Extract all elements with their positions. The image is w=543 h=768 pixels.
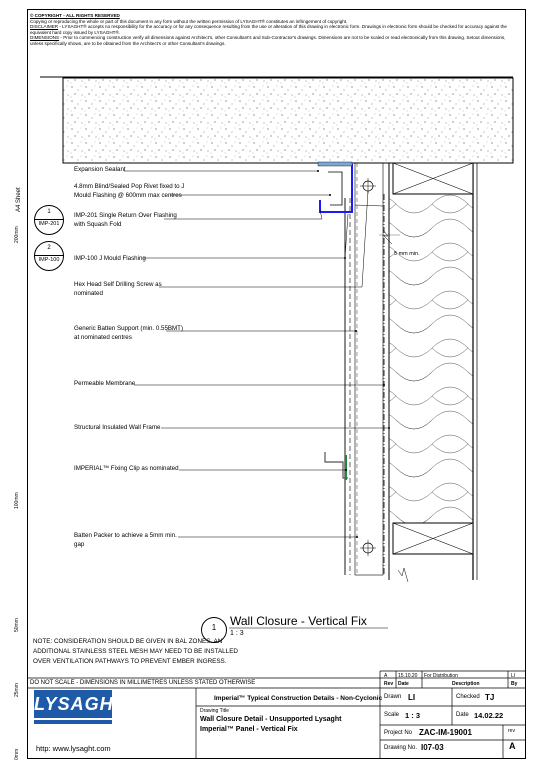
do-not-scale: DO NOT SCALE - DIMENSIONS IN MILLIMETRES UNLESS STATED OTHERWISE	[30, 680, 256, 686]
ref1-number: 1	[35, 206, 63, 220]
rev-row-desc: For Distribution	[424, 673, 458, 679]
ruler-25: 25mm	[14, 683, 20, 697]
ref-circle-imp100[interactable]	[34, 241, 64, 271]
label-imp100: IMP-100 J Mould Flashing	[74, 255, 146, 262]
sheet-size-label: A4 Sheet	[16, 187, 22, 212]
detail-scale: 1 : 3	[230, 630, 244, 637]
label-packer-line2: gap	[74, 541, 85, 548]
label-batten-line2: at nominated centres	[74, 334, 132, 341]
drawing-title-line2: Imperial™ Panel - Vertical Fix	[200, 726, 298, 733]
rev-header-by: By	[511, 681, 518, 687]
lysaght-logo	[34, 690, 126, 718]
label-screw-line1: Hex Head Self Drilling Screw as	[74, 281, 162, 288]
ref2-number: 2	[35, 242, 63, 256]
date-label: Date	[456, 712, 469, 718]
scale-value: 1 : 3	[405, 711, 421, 720]
label-imp201-line2: with Squash Fold	[74, 221, 122, 228]
label-rivet-line1: 4.8mm Blind/Sealed Pop Rivet fixed to J	[74, 183, 185, 190]
rev-header-rev: Rev	[384, 681, 394, 687]
label-batten-line1: Generic Batten Support (min. 0.55BMT)	[74, 325, 184, 332]
rev-value: A	[509, 741, 516, 751]
logo-bar	[34, 720, 112, 724]
rev-header-date: Date	[398, 681, 409, 687]
disclaimer-body: - LYSAGHT® accepts no responsibility for the accuracy or for any consequence resulting from the use or alteration of this drawing in electronic form. Drawings in electronic form should be checked for accuracy against the equivalent hard copy issued by LYSAGHT®.	[30, 24, 507, 35]
drawing-title-line1: Wall Closure Detail - Unsupported Lysaght	[200, 716, 342, 723]
date-value: 14.02.22	[474, 711, 504, 720]
rev-header-desc: Description	[452, 681, 480, 687]
ref2-code: IMP-100	[38, 257, 60, 263]
concrete-slab	[63, 78, 513, 163]
scale-label: Scale	[384, 712, 400, 718]
ref-circle-imp201[interactable]	[34, 205, 64, 235]
rev-row-by: LI	[511, 673, 516, 679]
detail-title: Wall Closure - Vertical Fix	[230, 614, 367, 628]
rev-row-date: 15.10.20	[398, 673, 418, 679]
ref1-code: IMP-201	[38, 221, 60, 227]
bal-note: NOTE: CONSIDERATION SHOULD BE GIVEN IN BAL ZONES. AN ADDITIONAL STAINLESS STEEL MESH MAY NEED TO BE INSTALLED OVER VENTILATION PATHWAYS TO PREVENT EMBER INGRESS.	[33, 638, 238, 665]
label-imp201-line1: IMP-201 Single Return Over Flashing	[74, 212, 177, 219]
drawn-value: LI	[408, 693, 416, 702]
project-value: ZAC-IM-19001	[419, 728, 472, 737]
drawing-title-label: Drawing Title	[200, 708, 229, 714]
rev-row-rev: A	[384, 673, 388, 679]
label-clip: IMPERIAL™ Fixing Clip as nominated	[74, 465, 179, 472]
label-rivet-line2: Mould Flashing @ 600mm max centres	[74, 192, 182, 199]
checked-value: TJ	[485, 693, 495, 702]
checked-label: Checked	[456, 694, 480, 700]
drawing-no-label: Drawing No.	[384, 745, 418, 751]
ruler-200: 200mm	[14, 226, 20, 243]
ruler-0: 0mm	[14, 748, 20, 760]
dimensions-label: DIMENSIONS	[30, 35, 60, 41]
project-label: Project No	[384, 730, 413, 736]
detail-number: 1	[211, 623, 217, 632]
copyright-text: Copying or reproducing the whole or part of this document in any form without the written permission of LYSAGHT® constitutes an infringement of copyright.	[30, 18, 348, 24]
website-link[interactable]: http: www.lysaght.com	[36, 744, 111, 753]
label-frame: Structural Insulated Wall Frame	[74, 424, 161, 431]
label-expansion-sealant: Expansion Sealant	[74, 166, 126, 173]
label-gap: 5 mm min.	[394, 251, 420, 257]
series-title: Imperial™ Typical Construction Details - Non-Cyclonic	[214, 695, 383, 702]
logo-text: LYSAGHT	[34, 694, 126, 714]
drawing-no-value: I07-03	[421, 743, 444, 752]
disclaimer-label: DISCLAIMER	[30, 24, 59, 30]
copyright-heading: © COPYRIGHT - ALL RIGHTS RESERVED	[30, 13, 120, 18]
ruler-100: 100mm	[14, 492, 20, 509]
label-screw-line2: nominated	[74, 290, 103, 297]
ruler-50: 50mm	[14, 618, 20, 632]
drawn-label: Drawn	[384, 694, 402, 700]
label-membrane: Permeable Membrane	[74, 380, 136, 387]
label-packer-line1: Batten Packer to achieve a 5mm min.	[74, 532, 177, 539]
batten	[355, 163, 383, 575]
insulation	[389, 192, 473, 528]
rev-label: rev	[508, 728, 515, 734]
dimensions-body: - Prior to commencing construction verify all dimensions against Architect's, other Consultant's and Sub-Contractor's drawings. Dimensions are not to be scaled or read electronically from this drawing. Setout dimensions, unless specifically shown, are to be obtained from the Architect's or other Consultant's drawings.	[30, 35, 506, 46]
